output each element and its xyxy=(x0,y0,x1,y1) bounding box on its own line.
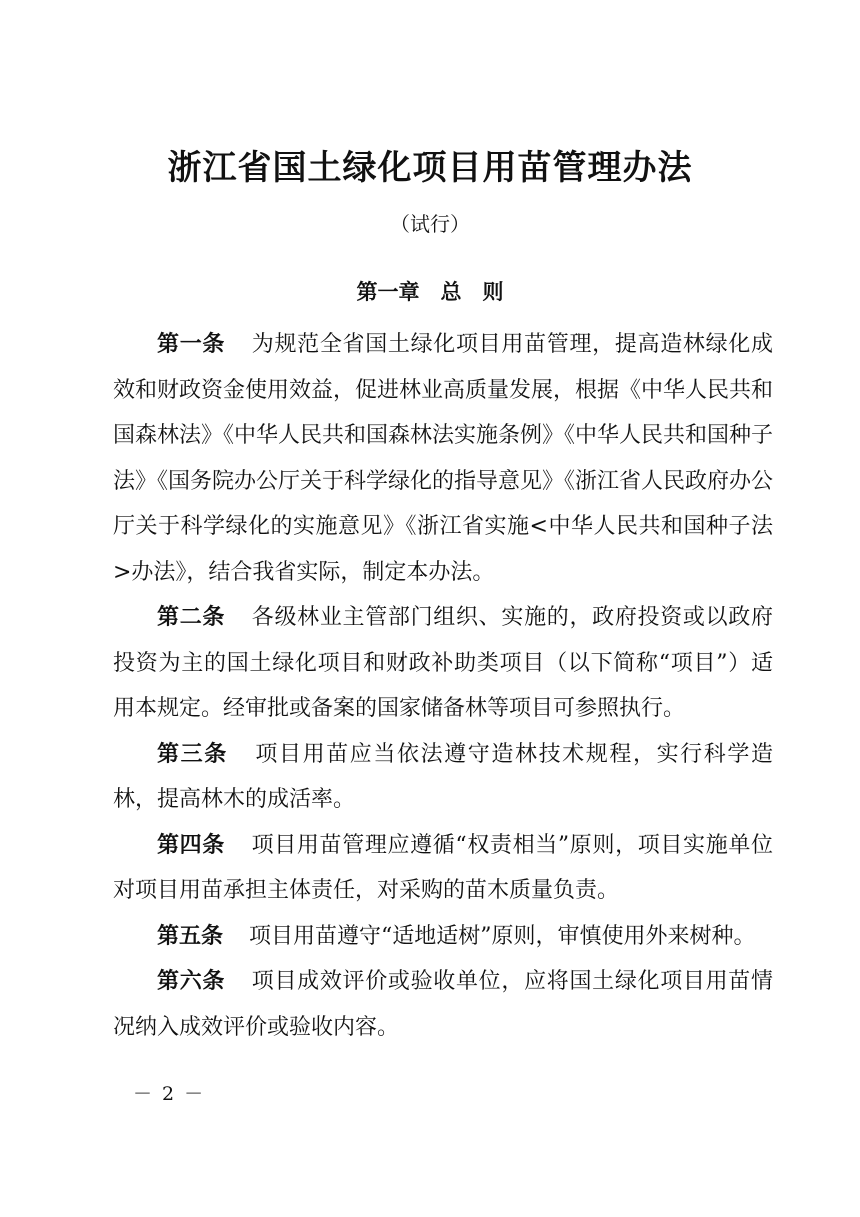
document-title: 浙江省国土绿化项目用苗管理办法 xyxy=(167,148,693,188)
article-2 xyxy=(113,595,773,732)
article-text: 为规范全省国土绿化项目用苗管理，提高造林绿化成效和财政资金使用效益，促进林业高质量发展，根据《中华人民共和国森林法》《中华人民共和国森林法实施条例》《中华人民共和国种子法》《国务院办公厅关于科学绿化的指导意见》《浙江省人民政府办公厅关于科学绿化的实施意见》《浙江省实施<中华人民共和国种子法>办法》，结合我省实际，制定本办法。 xyxy=(113,332,774,585)
article-6 xyxy=(113,959,773,1050)
article-number: 第二条 xyxy=(157,604,226,630)
document-body xyxy=(113,322,773,1050)
article-1 xyxy=(113,322,773,595)
article-number: 第五条 xyxy=(157,922,224,949)
article-3 xyxy=(113,732,773,823)
article-5 xyxy=(113,914,773,960)
article-text: 项目用苗管理应遵循“权责相当”原则，项目实施单位对项目用苗承担主体责任，对采购的苗木质量负责。 xyxy=(113,832,773,903)
document-subtitle: （试行） xyxy=(390,212,470,236)
article-number: 第六条 xyxy=(157,968,226,994)
article-number: 第一条 xyxy=(157,331,226,357)
article-text: 各级林业主管部门组织、实施的，政府投资或以政府投资为主的国土绿化项目和财政补助类项目（以下简称“项目”）适用本规定。经审批或备案的国家储备林等项目可参照执行。 xyxy=(113,605,773,721)
article-text: 项目用苗遵守“适地适树”原则，审慎使用外来树种。 xyxy=(249,923,756,949)
page-number: － 2 － xyxy=(133,1083,206,1105)
article-number: 第三条 xyxy=(157,740,228,767)
article-4 xyxy=(113,823,773,914)
article-text: 项目用苗应当依法遵守造林技术规程，实行科学造林，提高林木的成活率。 xyxy=(113,741,773,812)
article-text: 项目成效评价或验收单位，应将国土绿化项目用苗情况纳入成效评价或验收内容。 xyxy=(113,969,773,1040)
article-number: 第四条 xyxy=(157,831,225,858)
chapter-heading: 第一章 总 则 xyxy=(356,279,504,304)
